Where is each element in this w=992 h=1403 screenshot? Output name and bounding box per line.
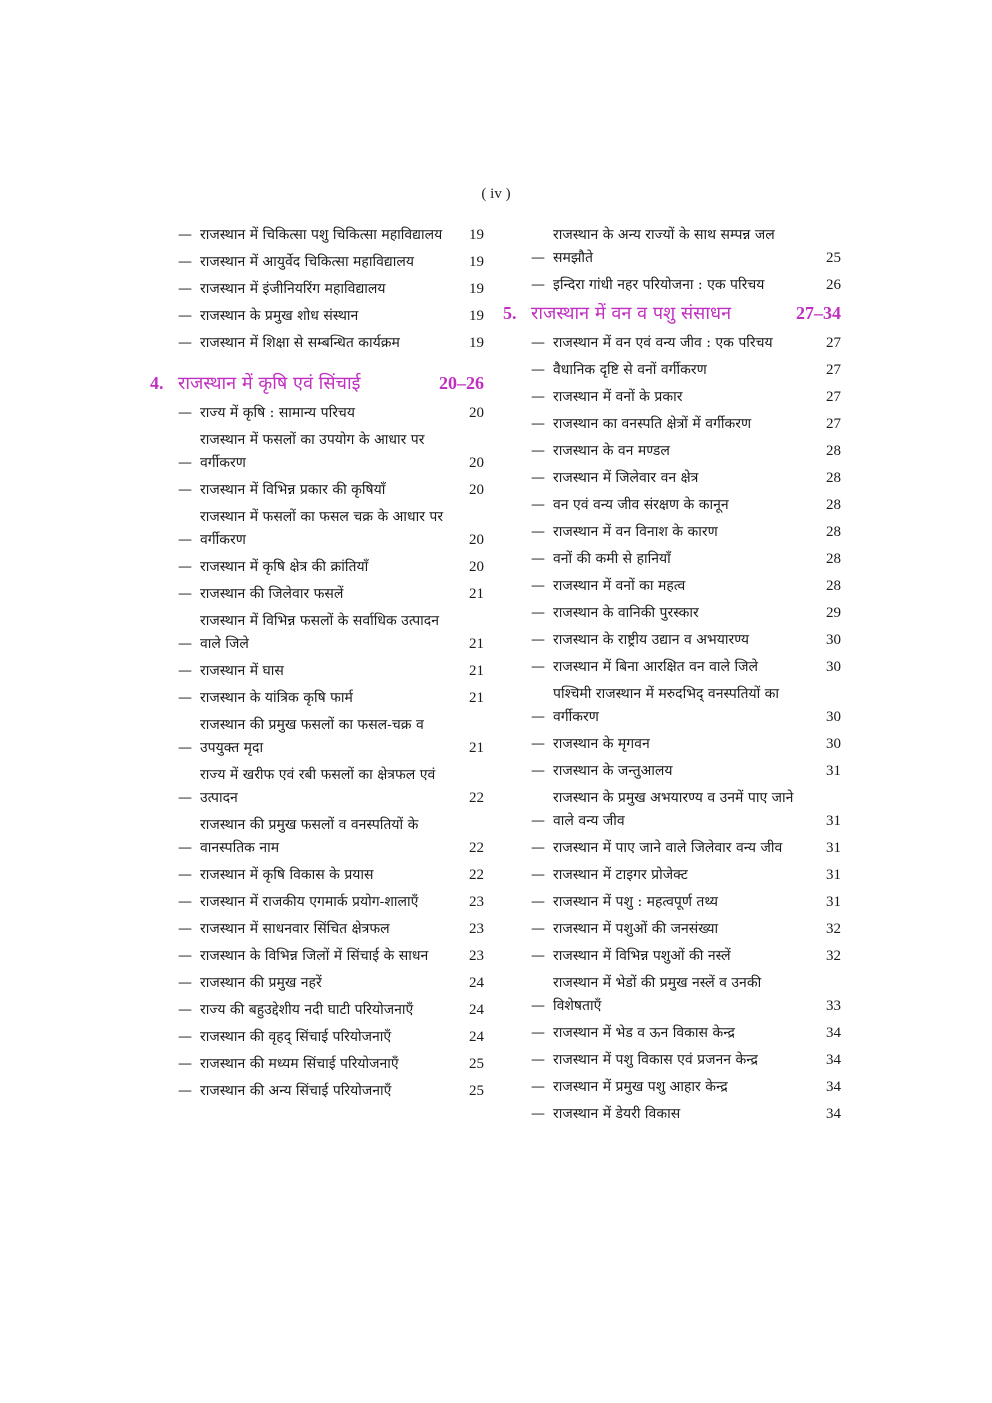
toc-entry-page: 24	[469, 1029, 484, 1045]
toc-entry[interactable]	[150, 583, 484, 606]
toc-entry-page: 27	[826, 362, 841, 378]
toc-entry-page: 19	[469, 335, 484, 351]
dash-bullet: —	[178, 867, 192, 883]
toc-entry[interactable]	[503, 386, 841, 409]
dash-bullet: —	[178, 532, 192, 548]
chapter-heading[interactable]	[150, 371, 484, 396]
dash-bullet: —	[178, 455, 192, 471]
dash-bullet: —	[178, 1029, 192, 1045]
toc-right-column	[503, 224, 841, 1130]
dash-bullet: —	[531, 443, 545, 459]
toc-entry-page: 28	[826, 578, 841, 594]
dash-bullet: —	[531, 250, 545, 266]
toc-entry-title: राजस्थान में जिलेवार वन क्षेत्र	[553, 470, 699, 486]
toc-entry-title: राजस्थान के वानिकी पुरस्कार	[553, 605, 699, 621]
toc-entry[interactable]	[503, 629, 841, 652]
toc-entry-title: राजस्थान में पशु विकास एवं प्रजनन केन्द्र	[553, 1052, 758, 1068]
toc-entry-page: 21	[469, 636, 484, 652]
toc-entry-title: राजस्थान में पशु : महत्वपूर्ण तथ्य	[553, 894, 718, 910]
toc-entry-title: राजस्थान में वन एवं वन्य जीव : एक परिचय	[553, 335, 773, 351]
toc-entry-title: राजस्थान की अन्य सिंचाई परियोजनाएँ	[200, 1083, 392, 1099]
dash-bullet: —	[531, 998, 545, 1014]
toc-entry-title: वैधानिक दृष्टि से वनों वर्गीकरण	[553, 362, 707, 378]
toc-entry-page: 30	[826, 632, 841, 648]
toc-entry[interactable]	[150, 402, 484, 425]
dash-bullet: —	[531, 551, 545, 567]
toc-entry-page: 31	[826, 840, 841, 856]
dash-bullet: —	[531, 867, 545, 883]
dash-bullet: —	[531, 578, 545, 594]
dash-bullet: —	[178, 740, 192, 756]
dash-bullet: —	[178, 790, 192, 806]
toc-entry[interactable]	[150, 506, 484, 552]
dash-bullet: —	[178, 948, 192, 964]
toc-entry-page: 31	[826, 894, 841, 910]
toc-entry-page: 30	[826, 709, 841, 725]
toc-entry-page: 25	[826, 250, 841, 266]
toc-entry[interactable]	[150, 1053, 484, 1076]
dash-bullet: —	[531, 948, 545, 964]
toc-entry-page: 25	[469, 1083, 484, 1099]
toc-entry-page: 27	[826, 416, 841, 432]
toc-entry-page: 29	[826, 605, 841, 621]
toc-entry-page: 19	[469, 254, 484, 270]
dash-bullet: —	[531, 277, 545, 293]
toc-entry[interactable]	[150, 305, 484, 328]
toc-entry[interactable]	[150, 945, 484, 968]
toc-left-column	[150, 224, 484, 1107]
toc-entry[interactable]	[503, 891, 841, 914]
dash-bullet: —	[178, 975, 192, 991]
toc-entry-page: 32	[826, 948, 841, 964]
toc-entry-title: राजस्थान की प्रमुख फसलों व वनस्पतियों के वानस्पतिक नाम	[200, 817, 419, 856]
toc-entry-title: राजस्थान की वृहद् सिंचाई परियोजनाएँ	[200, 1029, 392, 1045]
toc-entry[interactable]	[150, 429, 484, 475]
toc-entry[interactable]	[503, 1076, 841, 1099]
toc-entry-title: राजस्थान की मध्यम सिंचाई परियोजनाएँ	[200, 1056, 399, 1072]
chapter-page-range: 20–26	[439, 373, 484, 393]
dash-bullet: —	[178, 894, 192, 910]
toc-entry-title: राजस्थान में वन विनाश के कारण	[553, 524, 718, 540]
toc-entry-title: राजस्थान के वन मण्डल	[553, 443, 670, 459]
toc-entry-page: 31	[826, 763, 841, 779]
toc-entry[interactable]	[150, 918, 484, 941]
toc-entry-title: राजस्थान में भेड व ऊन विकास केन्द्र	[553, 1025, 735, 1041]
dash-bullet: —	[178, 482, 192, 498]
toc-entry[interactable]	[150, 660, 484, 683]
dash-bullet: —	[531, 763, 545, 779]
toc-entry[interactable]	[503, 733, 841, 756]
toc-entry[interactable]	[503, 521, 841, 544]
toc-entry-page: 28	[826, 470, 841, 486]
toc-entry-title: राजस्थान की प्रमुख नहरें	[200, 975, 322, 991]
toc-entry-title: राजस्थान के मृगवन	[553, 736, 650, 752]
toc-entry-title: राजस्थान में साधनवार सिंचित क्षेत्रफल	[200, 921, 390, 937]
toc-entry-page: 34	[826, 1025, 841, 1041]
toc-entry-title: राजस्थान में फसलों का फसल चक्र के आधार पर वर्गीकरण	[200, 509, 444, 548]
dash-bullet: —	[178, 663, 192, 679]
toc-entry-title: राजस्थान में पशुओं की जनसंख्या	[553, 921, 719, 937]
dash-bullet: —	[178, 921, 192, 937]
dash-bullet: —	[178, 1002, 192, 1018]
dash-bullet: —	[531, 1052, 545, 1068]
dash-bullet: —	[178, 1083, 192, 1099]
toc-entry-title: राजस्थान में विभिन्न पशुओं की नस्लें	[553, 948, 731, 964]
toc-entry-page: 21	[469, 663, 484, 679]
dash-bullet: —	[531, 736, 545, 752]
dash-bullet: —	[178, 840, 192, 856]
dash-bullet: —	[531, 632, 545, 648]
toc-entry-title: इन्दिरा गांधी नहर परियोजना : एक परिचय	[553, 277, 765, 293]
chapter-title: राजस्थान में वन व पशु संसाधन	[531, 303, 732, 324]
toc-entry[interactable]	[503, 918, 841, 941]
toc-entry-page: 22	[469, 867, 484, 883]
toc-entry[interactable]	[150, 479, 484, 502]
toc-entry[interactable]	[150, 864, 484, 887]
toc-entry-page: 28	[826, 497, 841, 513]
toc-entry-page: 33	[826, 998, 841, 1014]
toc-entry-page: 25	[469, 1056, 484, 1072]
dash-bullet: —	[531, 497, 545, 513]
toc-entry-page: 21	[469, 586, 484, 602]
chapter-page-range: 27–34	[796, 303, 841, 323]
toc-entry-title: राजस्थान में विभिन्न फसलों के सर्वाधिक उत्पादन वाले जिले	[200, 613, 439, 652]
toc-entry-page: 28	[826, 524, 841, 540]
toc-entry-title: वन एवं वन्य जीव संरक्षण के कानून	[553, 497, 729, 513]
toc-entry-title: राज्य में कृषि : सामान्य परिचय	[200, 405, 355, 421]
chapter-title: राजस्थान में कृषि एवं सिंचाई	[178, 373, 361, 394]
toc-entry[interactable]	[150, 714, 484, 760]
dash-bullet: —	[531, 416, 545, 432]
toc-entry-page: 22	[469, 790, 484, 806]
toc-entry-title: राजस्थान में वनों के प्रकार	[553, 389, 683, 405]
toc-entry-title: राजस्थान के प्रमुख शोध संस्थान	[200, 308, 359, 324]
toc-entry-page: 23	[469, 894, 484, 910]
toc-entry-page: 26	[826, 277, 841, 293]
toc-entry-page: 19	[469, 281, 484, 297]
toc-entry-page: 24	[469, 975, 484, 991]
dash-bullet: —	[178, 405, 192, 421]
toc-entry-page: 30	[826, 659, 841, 675]
toc-entry-title: राजस्थान में वनों का महत्व	[553, 578, 686, 594]
toc-entry[interactable]	[503, 972, 841, 1018]
toc-entry[interactable]	[503, 548, 841, 571]
dash-bullet: —	[531, 362, 545, 378]
chapter-number: 5.	[503, 303, 517, 323]
dash-bullet: —	[178, 559, 192, 575]
dash-bullet: —	[531, 894, 545, 910]
toc-entry[interactable]	[150, 687, 484, 710]
dash-bullet: —	[531, 524, 545, 540]
dash-bullet: —	[531, 1106, 545, 1122]
dash-bullet: —	[178, 281, 192, 297]
toc-entry-title: राजस्थान में इंजीनियरिंग महाविद्यालय	[200, 281, 386, 297]
toc-entry[interactable]	[503, 683, 841, 729]
dash-bullet: —	[531, 389, 545, 405]
toc-entry[interactable]	[503, 494, 841, 517]
toc-entry-page: 27	[826, 335, 841, 351]
toc-entry[interactable]	[150, 814, 484, 860]
toc-entry-title: राजस्थान में बिना आरक्षित वन वाले जिले	[553, 659, 758, 675]
toc-entry-title: राजस्थान के राष्ट्रीय उद्यान व अभयारण्य	[553, 632, 749, 648]
toc-entry-title: राजस्थान में कृषि विकास के प्रयास	[200, 867, 374, 883]
toc-entry-page: 21	[469, 690, 484, 706]
dash-bullet: —	[531, 605, 545, 621]
chapter-number: 4.	[150, 373, 164, 393]
toc-entry-title: राजस्थान में घास	[200, 663, 284, 679]
toc-entry[interactable]	[503, 274, 841, 297]
toc-entry[interactable]	[150, 1080, 484, 1103]
toc-entry[interactable]	[503, 332, 841, 355]
toc-entry-page: 27	[826, 389, 841, 405]
toc-entry-title: पश्चिमी राजस्थान में मरुदभिद् वनस्पतियों का वर्गीकरण	[553, 686, 780, 725]
toc-entry-page: 28	[826, 443, 841, 459]
toc-entry-page: 34	[826, 1079, 841, 1095]
toc-entry-title: राज्य की बहुउद्देशीय नदी घाटी परियोजनाएँ	[200, 1002, 414, 1018]
toc-entry[interactable]	[150, 891, 484, 914]
toc-entry-page: 20	[469, 559, 484, 575]
toc-entry-title: राजस्थान में राजकीय एगमार्क प्रयोग-शालाएँ	[200, 894, 419, 910]
toc-entry[interactable]	[150, 764, 484, 810]
toc-entry-title: राजस्थान के प्रमुख अभयारण्य व उनमें पाए जाने वाले वन्य जीव	[553, 790, 794, 829]
toc-entry-title: राज्य में खरीफ एवं रबी फसलों का क्षेत्रफल एवं उत्पादन	[200, 767, 436, 806]
dash-bullet: —	[531, 1079, 545, 1095]
toc-entry[interactable]	[503, 224, 841, 270]
toc-entry-page: 32	[826, 921, 841, 937]
toc-entry[interactable]	[503, 602, 841, 625]
toc-entry-page: 34	[826, 1106, 841, 1122]
toc-entry[interactable]	[503, 760, 841, 783]
toc-entry-page: 19	[469, 227, 484, 243]
toc-entry[interactable]	[503, 656, 841, 679]
toc-entry[interactable]	[150, 332, 484, 355]
toc-entry[interactable]	[150, 278, 484, 301]
dash-bullet: —	[531, 1025, 545, 1041]
toc-entry-title: राजस्थान के जन्तुआलय	[553, 763, 673, 779]
toc-entry-title: राजस्थान में डेयरी विकास	[553, 1106, 681, 1122]
toc-entry[interactable]	[150, 224, 484, 247]
toc-entry-title: राजस्थान की प्रमुख फसलों का फसल-चक्र व उपयुक्त मृदा	[200, 717, 424, 756]
dash-bullet: —	[178, 254, 192, 270]
dash-bullet: —	[178, 308, 192, 324]
toc-entry-page: 34	[826, 1052, 841, 1068]
toc-entry[interactable]	[503, 1103, 841, 1126]
toc-entry[interactable]	[503, 413, 841, 436]
toc-entry[interactable]	[150, 251, 484, 274]
toc-entry-title: राजस्थान के विभिन्न जिलों में सिंचाई के साधन	[200, 948, 429, 964]
toc-entry[interactable]	[503, 575, 841, 598]
toc-entry-title: राजस्थान में भेडों की प्रमुख नस्लें व उनकी विशेषताएँ	[553, 975, 762, 1014]
toc-entry-page: 31	[826, 813, 841, 829]
toc-entry[interactable]	[150, 1026, 484, 1049]
page-number: ( iv )	[481, 186, 511, 202]
toc-entry-page: 23	[469, 948, 484, 964]
toc-entry-title: राजस्थान में फसलों का उपयोग के आधार पर वर्गीकरण	[200, 432, 425, 471]
toc-entry-page: 20	[469, 482, 484, 498]
toc-entry-page: 20	[469, 532, 484, 548]
dash-bullet: —	[531, 921, 545, 937]
toc-entry[interactable]	[503, 945, 841, 968]
toc-entry[interactable]	[503, 864, 841, 887]
toc-entry-page: 31	[826, 867, 841, 883]
toc-entry[interactable]	[503, 787, 841, 833]
toc-entry-title: वनों की कमी से हानियाँ	[553, 551, 671, 567]
dash-bullet: —	[178, 335, 192, 351]
toc-entry-page: 20	[469, 455, 484, 471]
dash-bullet: —	[178, 1056, 192, 1072]
dash-bullet: —	[531, 840, 545, 856]
toc-entry-title: राजस्थान में पाए जाने वाले जिलेवार वन्य जीव	[553, 840, 783, 856]
toc-entry-title: राजस्थान की जिलेवार फसलें	[200, 586, 344, 602]
dash-bullet: —	[178, 586, 192, 602]
toc-entry[interactable]	[150, 610, 484, 656]
chapter-heading[interactable]	[503, 301, 841, 326]
toc-entry-title: राजस्थान में प्रमुख पशु आहार केन्द्र	[553, 1079, 728, 1095]
toc-entry[interactable]	[503, 359, 841, 382]
dash-bullet: —	[531, 813, 545, 829]
toc-entry-page: 20	[469, 405, 484, 421]
dash-bullet: —	[531, 709, 545, 725]
toc-entry-page: 21	[469, 740, 484, 756]
toc-entry[interactable]	[503, 1049, 841, 1072]
toc-entry-title: राजस्थान के अन्य राज्यों के साथ सम्पन्न जल समझौते	[553, 227, 775, 266]
dash-bullet: —	[531, 335, 545, 351]
toc-entry-title: राजस्थान का वनस्पति क्षेत्रों में वर्गीकरण	[553, 416, 752, 432]
toc-entry-title: राजस्थान में कृषि क्षेत्र की क्रांतियाँ	[200, 559, 369, 575]
dash-bullet: —	[178, 636, 192, 652]
toc-entry-page: 24	[469, 1002, 484, 1018]
toc-entry-title: राजस्थान में टाइगर प्रोजेक्ट	[553, 867, 688, 883]
toc-entry[interactable]	[503, 440, 841, 463]
dash-bullet: —	[531, 659, 545, 675]
toc-entry-title: राजस्थान के यांत्रिक कृषि फार्म	[200, 690, 353, 706]
toc-entry-page: 19	[469, 308, 484, 324]
toc-entry[interactable]	[150, 556, 484, 579]
toc-entry[interactable]	[150, 972, 484, 995]
toc-entry-page: 28	[826, 551, 841, 567]
toc-entry-page: 22	[469, 840, 484, 856]
toc-entry[interactable]	[503, 1022, 841, 1045]
toc-entry-title: राजस्थान में विभिन्न प्रकार की कृषियाँ	[200, 482, 386, 498]
dash-bullet: —	[531, 470, 545, 486]
toc-entry-page: 30	[826, 736, 841, 752]
toc-entry-title: राजस्थान में चिकित्सा पशु चिकित्सा महाविद्यालय	[200, 227, 443, 243]
toc-entry-page: 23	[469, 921, 484, 937]
toc-entry[interactable]	[503, 467, 841, 490]
toc-entry[interactable]	[150, 999, 484, 1022]
toc-entry[interactable]	[503, 837, 841, 860]
dash-bullet: —	[178, 690, 192, 706]
toc-entry-title: राजस्थान में आयुर्वेद चिकित्सा महाविद्यालय	[200, 254, 414, 270]
dash-bullet: —	[178, 227, 192, 243]
toc-entry-title: राजस्थान में शिक्षा से सम्बन्धित कार्यक्रम	[200, 335, 400, 351]
